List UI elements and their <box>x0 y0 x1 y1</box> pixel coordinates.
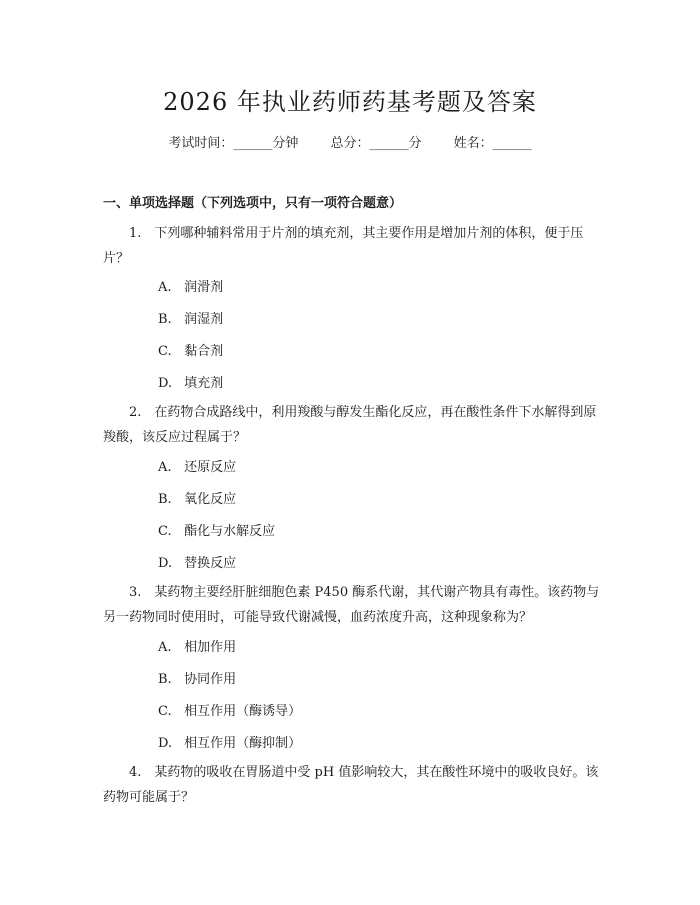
option-letter: A. <box>158 640 172 655</box>
option-text: 润滑剂 <box>184 280 224 295</box>
exam-meta <box>0 132 700 151</box>
option-letter: A. <box>158 280 172 295</box>
option-text: 相互作用（酶抑制） <box>184 736 302 751</box>
option-letter: A. <box>158 460 172 475</box>
option-text: 相加作用 <box>184 640 237 655</box>
question-1: 1. 下列哪种辅料常用于片剂的填充剂，其主要作用是增加片剂的体积，便于压片？ <box>103 226 584 266</box>
option-letter: B. <box>158 492 172 507</box>
option-letter: D. <box>158 376 173 391</box>
question-3-option-d <box>158 732 301 751</box>
question-1-option-c <box>158 340 223 359</box>
option-text: 替换反应 <box>184 556 237 571</box>
question-3-option-a <box>158 636 236 655</box>
question-3: 3. 某药物主要经肝脏细胞色素 P450 酶系代谢，其代谢产物具有毒性。该药物与另一药物同时使用时，可能导致代谢减慢，血药浓度升高，这种现象称为？ <box>103 585 600 625</box>
page-title: 2026 年执业药师药基考题及答案 <box>163 88 537 116</box>
exam-name: 姓名：______ <box>453 136 532 151</box>
option-letter: D. <box>158 556 173 571</box>
option-letter: C. <box>158 344 172 359</box>
question-2: 2. 在药物合成路线中，利用羧酸与醇发生酯化反应，再在酸性条件下水解得到原羧酸，该反应过程属于？ <box>103 405 597 445</box>
option-letter: D. <box>158 736 173 751</box>
exam-time: 考试时间：______分钟 <box>168 136 299 151</box>
question-1-option-b <box>158 308 223 327</box>
question-3-option-b <box>158 668 236 687</box>
option-letter: B. <box>158 672 172 687</box>
option-text: 协同作用 <box>184 672 237 687</box>
option-letter: B. <box>158 312 172 327</box>
question-2-option-a <box>158 456 236 475</box>
question-1-option-d <box>158 372 223 391</box>
option-text: 相互作用（酶诱导） <box>184 704 302 719</box>
question-4: 4. 某药物的吸收在胃肠道中受 pH 值影响较大，其在酸性环境中的吸收良好。该药物可能属于？ <box>103 765 599 805</box>
question-3-option-c <box>158 700 301 719</box>
question-2-option-c <box>158 520 275 539</box>
question-2-option-d <box>158 552 236 571</box>
option-text: 酯化与水解反应 <box>184 524 276 539</box>
question-2-option-b <box>158 488 236 507</box>
option-text: 润湿剂 <box>184 312 224 327</box>
option-text: 填充剂 <box>184 376 224 391</box>
exam-score: 总分：______分 <box>330 136 422 151</box>
option-letter: C. <box>158 704 172 719</box>
option-text: 黏合剂 <box>184 344 224 359</box>
option-text: 还原反应 <box>184 460 237 475</box>
question-1-option-a <box>158 276 223 295</box>
option-letter: C. <box>158 524 172 539</box>
section-title: 一、单项选择题（下列选项中，只有一项符合题意） <box>103 196 403 211</box>
option-text: 氧化反应 <box>184 492 237 507</box>
